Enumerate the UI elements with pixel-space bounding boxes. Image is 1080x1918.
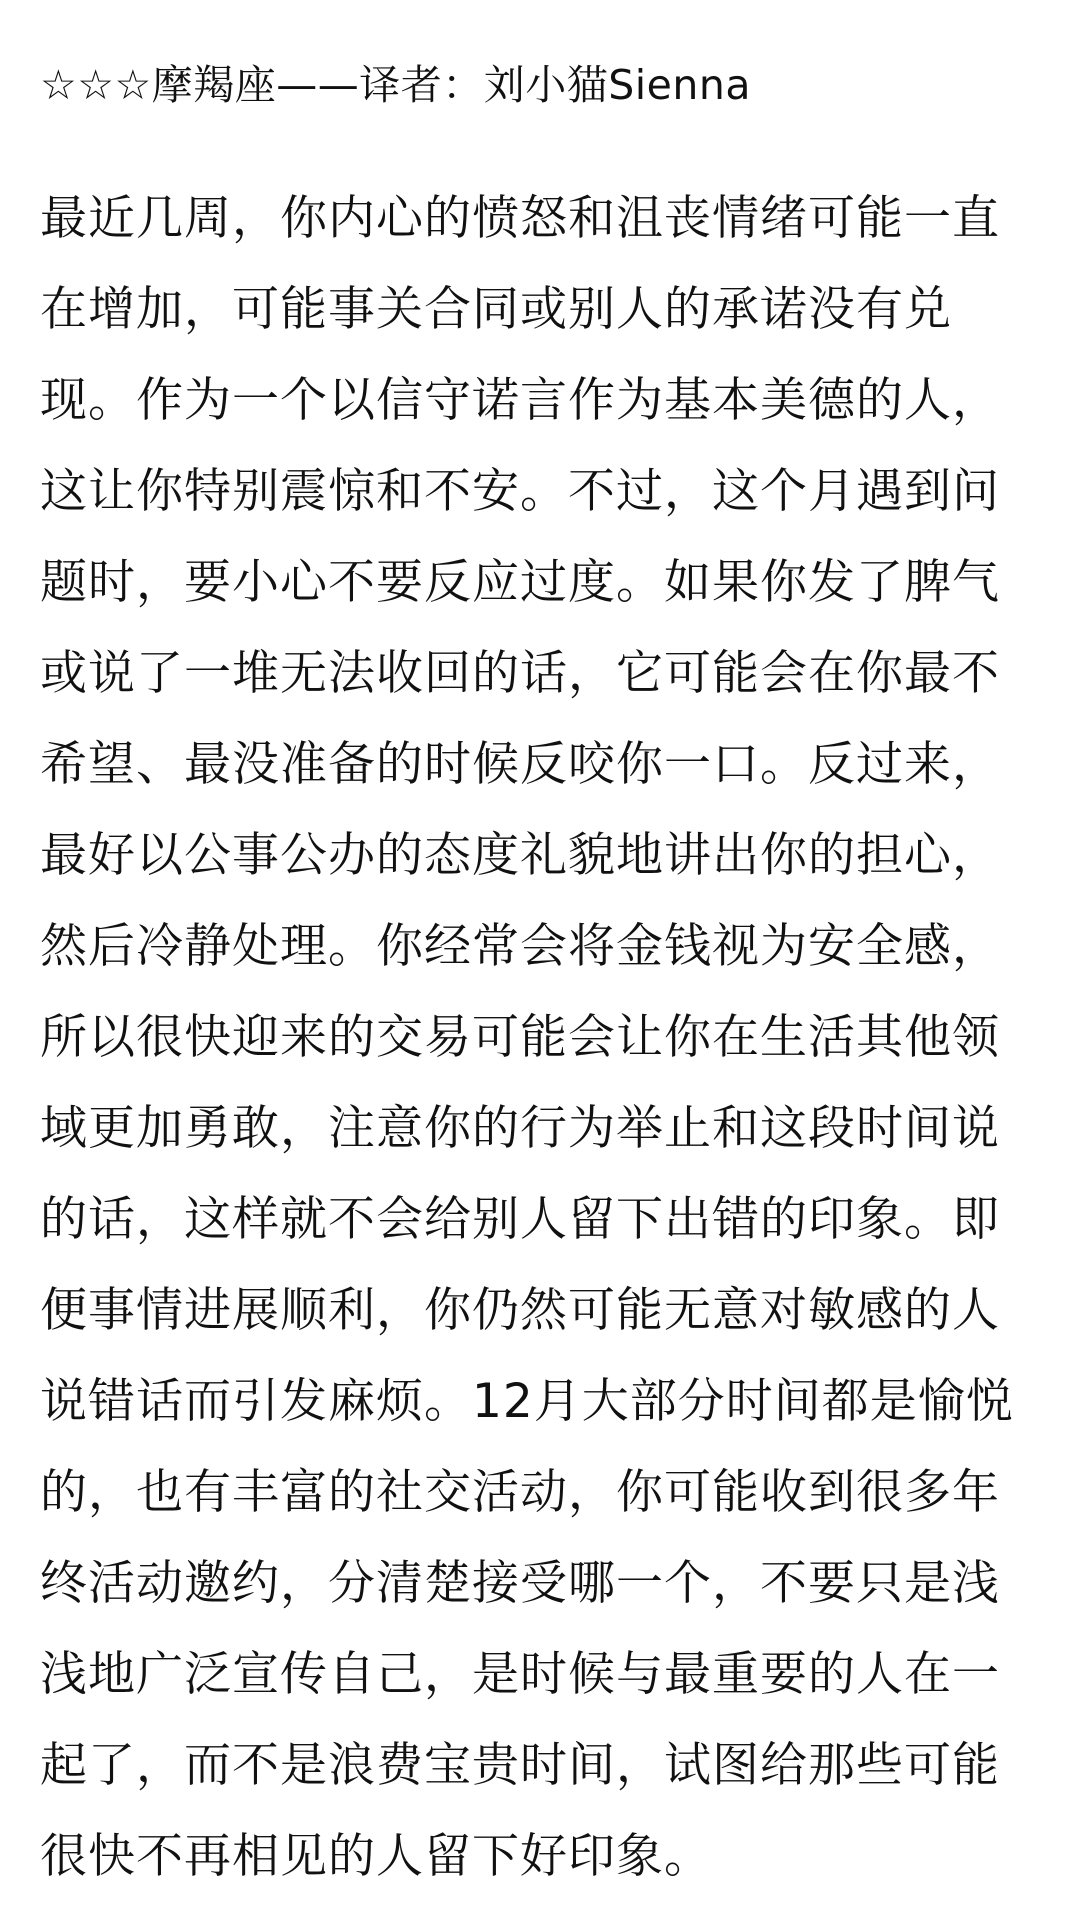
paragraph-line: 题时，要小心不要反应过度。如果你发了脾气 (40, 555, 1000, 610)
paragraph-line: 的，也有丰富的社交活动，你可能收到很多年 (40, 1465, 1000, 1520)
paragraph-line: 然后冷静处理。你经常会将金钱视为安全感， (40, 919, 1000, 974)
paragraph-line: 域更加勇敢，注意你的行为举止和这段时间说 (40, 1101, 1000, 1156)
paragraph-line: 终活动邀约，分清楚接受哪一个，不要只是浅 (40, 1556, 1000, 1611)
paragraph-line: 最好以公事公办的态度礼貌地讲出你的担心， (40, 828, 1000, 883)
paragraph-line: 现。作为一个以信守诺言作为基本美德的人， (40, 373, 1000, 428)
paragraph-line: 起了，而不是浪费宝贵时间，试图给那些可能 (40, 1738, 1000, 1793)
paragraph-line: 说错话而引发麻烦。12月大部分时间都是愉悦 (40, 1374, 1014, 1429)
paragraph-line: 这让你特别震惊和不安。不过，这个月遇到问 (40, 464, 1000, 519)
paragraph-line: 浅地广泛宣传自己，是时候与最重要的人在一 (40, 1647, 1000, 1702)
paragraph-line: 希望、最没准备的时候反咬你一口。反过来， (40, 737, 1000, 792)
horoscope-paragraph (40, 189, 1040, 1918)
paragraph-line: 的话，这样就不会给别人留下出错的印象。即 (40, 1192, 1000, 1247)
paragraph-line: 很快不再相见的人留下好印象。 (40, 1829, 712, 1884)
paragraph-line: 便事情进展顺利，你仍然可能无意对敏感的人 (40, 1283, 1000, 1338)
paragraph-line: 在增加，可能事关合同或别人的承诺没有兑 (40, 282, 952, 337)
paragraph-line: 所以很快迎来的交易可能会让你在生活其他领 (40, 1010, 1000, 1065)
paragraph-line: 最近几周，你内心的愤怒和沮丧情绪可能一直 (40, 191, 1000, 246)
page-title: ☆☆☆摩羯座——译者：刘小猫Sienna (40, 61, 752, 109)
paragraph-line: 或说了一堆无法收回的话，它可能会在你最不 (40, 646, 1000, 701)
